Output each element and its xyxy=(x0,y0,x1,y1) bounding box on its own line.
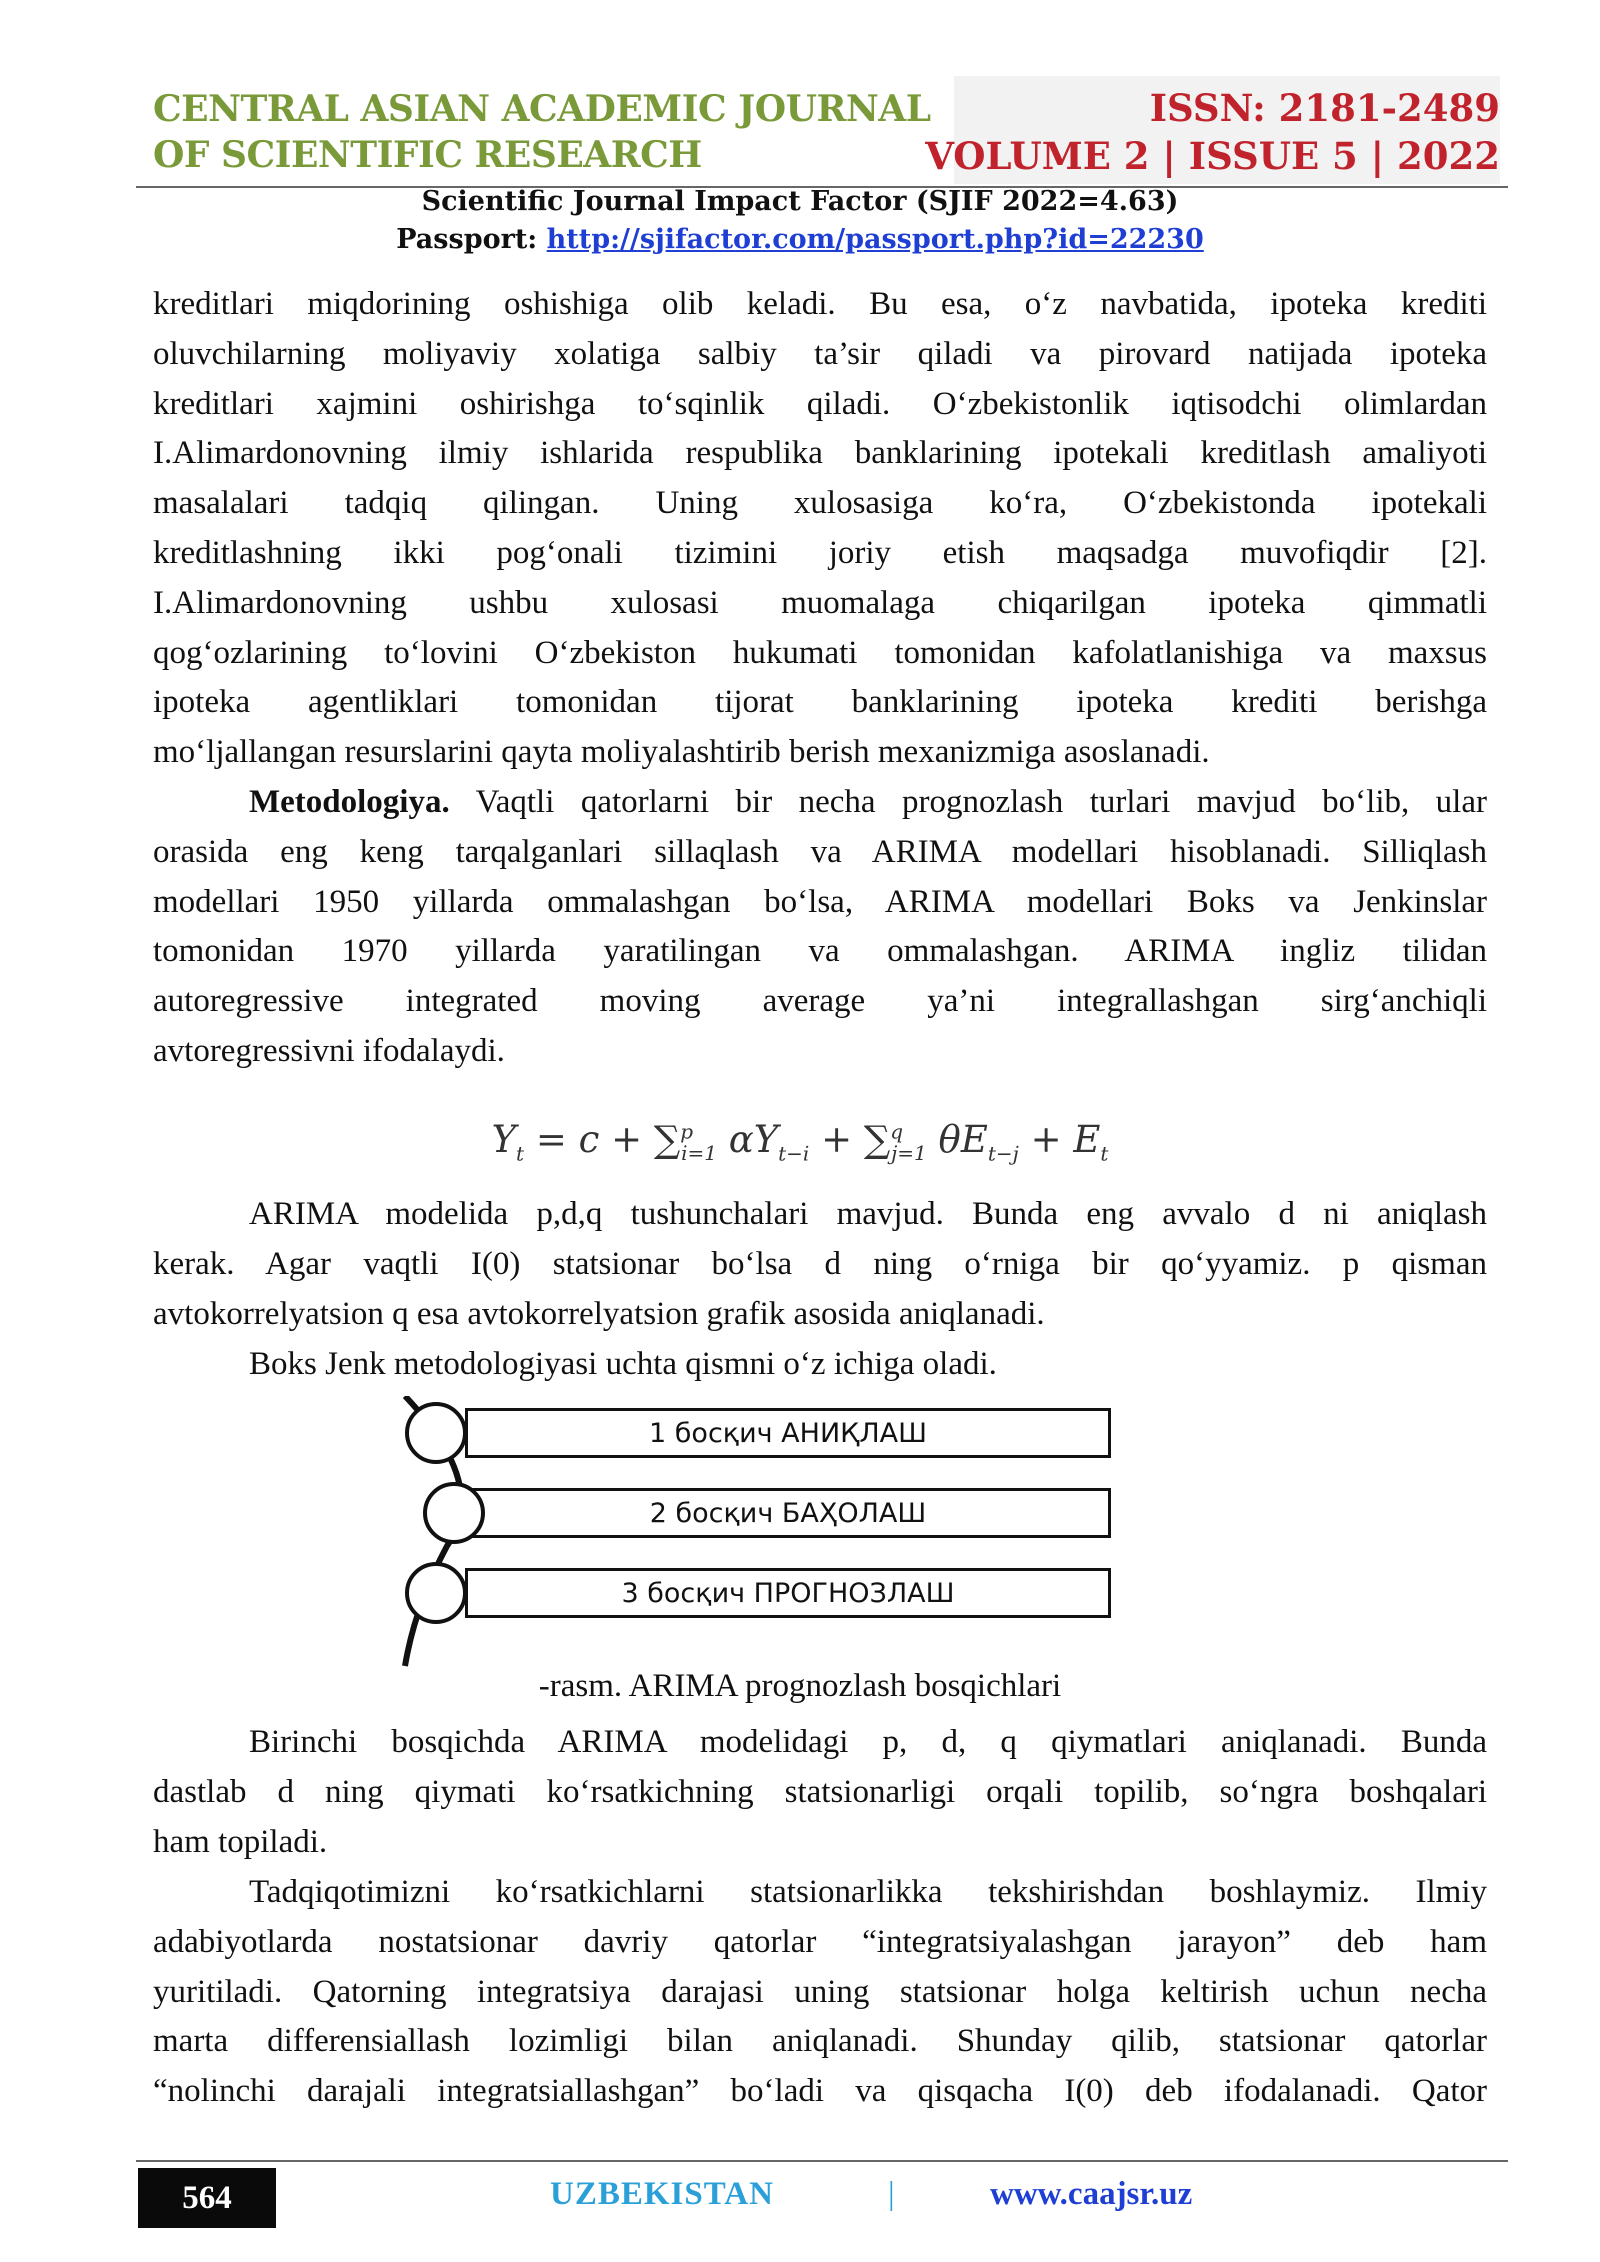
text-line: adabiyotlarda nostatsionar davriy qatorlar “integratsiyalashgan jarayon” deb ham xyxy=(153,1923,1487,1960)
text-line: oluvchilarning moliyaviy xolatiga salbiy ta’sir qiladi va pirovard natijada ipoteka xyxy=(153,335,1487,372)
text-line: “nolinchi darajali integratsiallashgan” bo‘ladi va qisqacha I(0) deb ifodalanadi. Qator xyxy=(153,2073,1487,2110)
formula-lhs: Y xyxy=(491,1118,517,1161)
text-line: ARIMA modelida p,d,q tushunchalari mavjud. Bunda eng avvalo d ni aniqlash xyxy=(249,1196,1487,1232)
passport-line xyxy=(0,224,1600,255)
formula-term1: αY xyxy=(716,1118,779,1161)
paragraph-4: Boks Jenk metodologiyasi uchta qismni o‘z ichiga oladi. xyxy=(249,1346,997,1382)
passport-label: Passport: xyxy=(396,224,538,255)
formula-plus: + ∑ xyxy=(809,1118,891,1161)
stage-1-box: 1 босқич АНИҚЛАШ xyxy=(465,1408,1111,1458)
issn: ISSN: 2181-2489 xyxy=(1149,86,1500,130)
paragraph-3 xyxy=(153,1190,1487,1339)
stage-1-circle xyxy=(405,1402,467,1464)
paragraph-5 xyxy=(153,1718,1487,1867)
footer-website-link[interactable]: www.caajsr.uz xyxy=(990,2176,1193,2212)
volume-issue: VOLUME 2 | ISSUE 5 | 2022 xyxy=(925,134,1500,178)
footer-divider xyxy=(136,2160,1508,2162)
impact-factor: Scientific Journal Impact Factor (SJIF 2022=4.63) xyxy=(421,186,1179,217)
footer-separator: | xyxy=(888,2176,895,2212)
journal-title-line1: CENTRAL ASIAN ACADEMIC JOURNAL xyxy=(153,88,931,130)
text-line: avtokorrelyatsion q esa avtokorrelyatsion grafik asosida aniqlanadi. xyxy=(153,1295,1045,1332)
formula-eq: = c + ∑ xyxy=(524,1118,681,1161)
arima-formula xyxy=(0,1118,1600,1165)
text-line: I.Alimardonovning ilmiy ishlarida respublika banklarining ipotekali kreditlash amaliyoti xyxy=(153,435,1487,472)
formula-last-sub: t xyxy=(1100,1141,1109,1166)
text-line: kreditlari miqdorining oshishiga olib keladi. Bu esa, o‘z navbatida, ipoteka krediti xyxy=(153,286,1487,322)
formula-sum2-sub: j=1 xyxy=(891,1141,927,1166)
passport-link[interactable]: http://sjifactor.com/passport.php?id=22230 xyxy=(546,224,1204,255)
text-line: masalalari tadqiq qilingan. Uning xulosasiga ko‘ra, O‘zbekistonda ipotekali xyxy=(153,485,1487,522)
text-line: ipoteka agentliklari tomonidan tijorat banklarining ipoteka krediti berishga xyxy=(153,684,1487,721)
text-line: kreditlari xajmini oshirishga to‘sqinlik qiladi. O‘zbekistonlik iqtisodchi olimlardan xyxy=(153,385,1487,422)
issue-info xyxy=(925,84,1500,180)
formula-plus2: + E xyxy=(1018,1118,1101,1161)
formula-term1-sub: t−i xyxy=(778,1141,810,1166)
formula-lhs-sub: t xyxy=(516,1141,525,1166)
journal-title-line2: OF SCIENTIFIC RESEARCH xyxy=(153,134,702,176)
formula-term2-sub: t−j xyxy=(987,1141,1019,1166)
text-line: ham topiladi. xyxy=(153,1823,328,1860)
text-line: Tadqiqotimizni ko‘rsatkichlarni statsionarlikka tekshirishdan boshlaymiz. Ilmiy xyxy=(249,1874,1487,1910)
footer-country: UZBEKISTAN xyxy=(550,2176,774,2212)
stage-2-circle xyxy=(423,1482,485,1544)
text-line: tomonidan 1970 yillarda yaratilingan va ommalashgan. ARIMA ingliz tilidan xyxy=(153,933,1487,970)
text-line: dastlab d ning qiymati ko‘rsatkichning statsionarligi orqali topilib, so‘ngra boshqalari xyxy=(153,1773,1487,1810)
text-line: I.Alimardonovning ushbu xulosasi muomalaga chiqarilgan ipoteka qimmatli xyxy=(153,584,1487,621)
formula-sum1-sup: p xyxy=(680,1119,694,1144)
paragraph-1 xyxy=(153,280,1487,778)
text-line: avtoregressivni ifodalaydi. xyxy=(153,1032,505,1069)
methodology-first-line: Vaqtli qatorlarni bir necha prognozlash turlari mavjud bo‘lib, ular xyxy=(449,784,1487,820)
text-line: mo‘ljallangan resurslarini qayta moliyalashtirib berish mexanizmiga asoslanadi. xyxy=(153,734,1210,771)
stage-2-box: 2 босқич БАҲОЛАШ xyxy=(465,1488,1111,1538)
journal-title xyxy=(153,86,953,178)
arima-stages-diagram xyxy=(395,1396,1125,1668)
formula-sum1-sub: i=1 xyxy=(681,1141,717,1166)
text-line xyxy=(153,778,1487,828)
text-line: Birinchi bosqichda ARIMA modelidagi p, d, q qiymatlari aniqlanadi. Bunda xyxy=(249,1724,1487,1760)
text-line: qog‘ozlarining to‘lovini O‘zbekiston hukumati tomonidan kafolatlanishiga va maxsus xyxy=(153,634,1487,671)
stage-3-circle xyxy=(405,1562,467,1624)
text-line: autoregressive integrated moving average ya’ni integrallashgan sirg‘anchiqli xyxy=(153,983,1487,1020)
text-line: orasida eng keng tarqalganlari sillaqlash va ARIMA modellari hisoblanadi. Silliqlash xyxy=(153,833,1487,870)
formula-sum2-sup: q xyxy=(890,1119,904,1144)
text-line: marta differensiallash lozimligi bilan aniqlanadi. Shunday qilib, statsionar qatorlar xyxy=(153,2023,1487,2060)
text-line: kreditlashning ikki pog‘onali tizimini joriy etish maqsadga muvofiqdir [2]. xyxy=(153,534,1487,571)
figure-caption: -rasm. ARIMA prognozlash bosqichlari xyxy=(538,1668,1062,1704)
text-line: yuritiladi. Qatorning integratsiya darajasi uning statsionar holga keltirish uchun necha xyxy=(153,1973,1487,2010)
text-line: modellari 1950 yillarda ommalashgan bo‘lsa, ARIMA modellari Boks va Jenkinslar xyxy=(153,883,1487,920)
text-line: kerak. Agar vaqtli I(0) statsionar bo‘lsa d ning o‘rniga bir qo‘yyamiz. p qisman xyxy=(153,1245,1487,1282)
formula-term2: θE xyxy=(926,1118,988,1161)
paragraph-methodology xyxy=(153,778,1487,1077)
paragraph-6 xyxy=(153,1868,1487,2117)
methodology-heading: Metodologiya. xyxy=(249,784,450,820)
stage-3-box: 3 босқич ПРОГНОЗЛАШ xyxy=(465,1568,1111,1618)
page-number: 564 xyxy=(138,2168,276,2228)
